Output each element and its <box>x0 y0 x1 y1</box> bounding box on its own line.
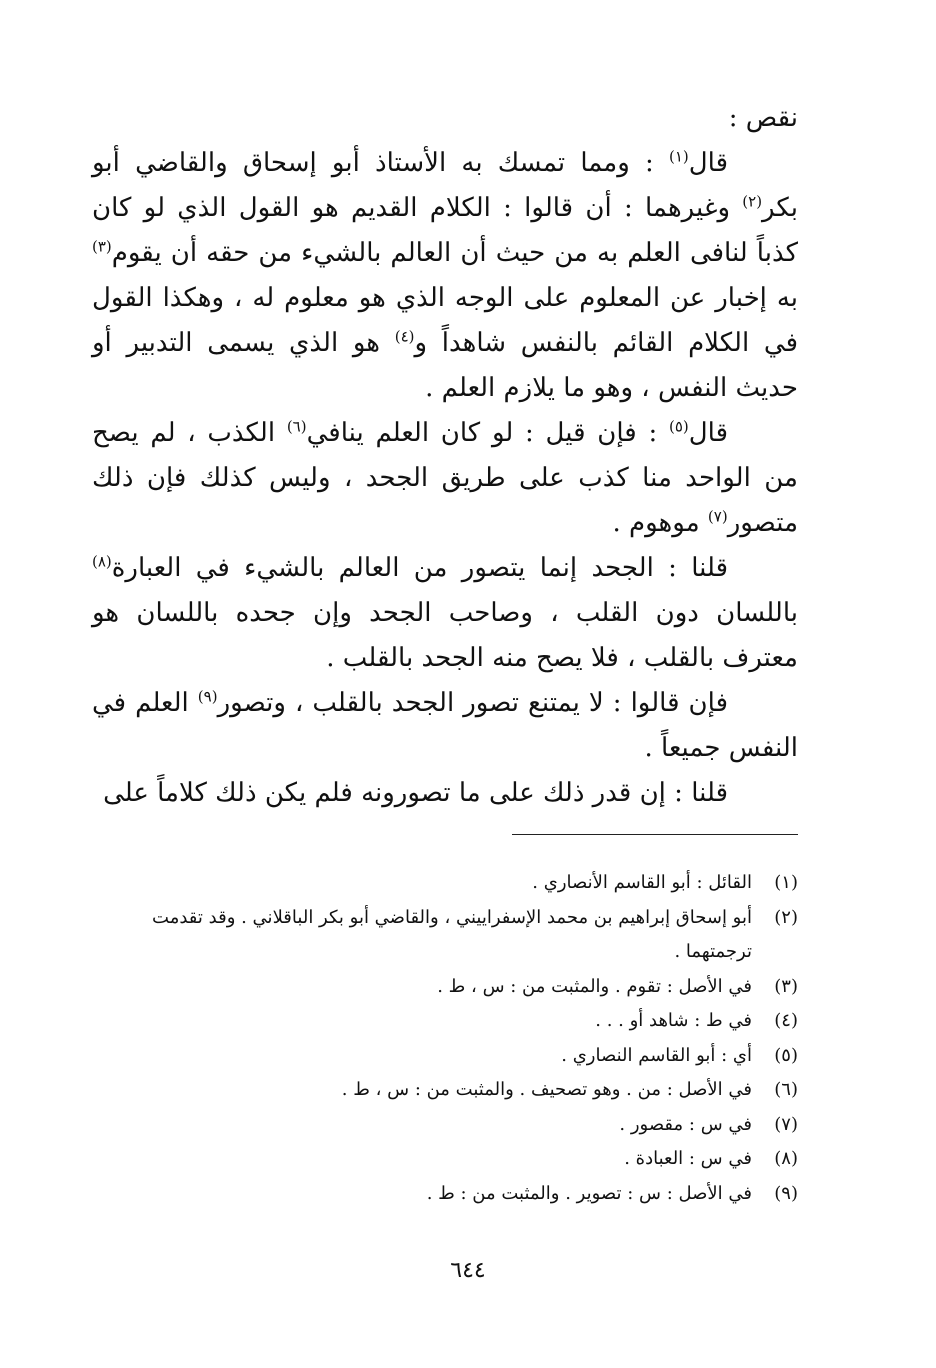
footnote-text: أبو إسحاق إبراهيم بن محمد الإسفراييني ، والقاضي أبو بكر الباقلاني . وقد تقدمت ترجمتهما . <box>152 906 752 962</box>
footnote-text: في س : مقصور . <box>619 1113 752 1135</box>
footnote-text: أي : أبو القاسم النصاري . <box>561 1044 752 1066</box>
footnote-marker: (٣) <box>92 237 112 256</box>
main-text <box>92 96 798 816</box>
footnote-marker: (٦) <box>286 417 307 436</box>
footnote <box>92 1004 798 1039</box>
paragraph: نقص : <box>728 103 798 133</box>
footnote-text: القائل : أبو القاسم الأنصاري . <box>532 872 752 893</box>
footnote-text: في الأصل : تقوم . والمثبت من : س ، ط . <box>437 975 752 997</box>
footnotes <box>92 866 798 1211</box>
footnote-marker: (٥) <box>668 417 689 436</box>
footnote-marker: (٧) <box>707 507 728 526</box>
footnote-separator <box>512 834 798 835</box>
footnote-number: (٣) <box>774 975 798 997</box>
footnote-number: (١) <box>774 872 798 893</box>
footnote-number: (٤) <box>774 1010 798 1031</box>
footnote-text: في الأصل : من . وهو تصحيف . والمثبت من : س ، ط . <box>341 1079 752 1100</box>
paragraph: قلنا : إن قدر ذلك على ما تصورونه فلم يكن ذلك كلاماً على <box>103 778 728 808</box>
footnote-text: في الأصل : س : تصوير . والمثبت من : ط . <box>426 1182 752 1204</box>
footnote-number: (٩) <box>774 1182 798 1204</box>
paragraph: قلنا : الجحد إنما يتصور من العالم بالشيء في العبارة$^{(٨)}$ باللسان دون القلب ، وصاحب الجحد وإن جحده باللسان هو معترف بالقلب ، فلا يصح منه الجحد بالقلب . <box>92 552 798 673</box>
footnote-number: (٢) <box>774 906 798 928</box>
footnote-marker: (٤) <box>394 327 415 346</box>
footnote <box>92 901 798 970</box>
footnote <box>92 1142 798 1177</box>
footnote-text: في س : العبادة . <box>624 1148 752 1169</box>
footnote-marker: (٩) <box>197 687 218 706</box>
footnote <box>92 866 798 901</box>
footnote-number: (٨) <box>774 1148 798 1169</box>
footnote-number: (٥) <box>774 1044 798 1066</box>
paragraph: قال$^{(٥)}$ : فإن قيل : لو كان العلم ينافي$^{(٦)}$ الكذب ، لم يصح من الواحد منا كذب على طريق الجحد ، وليس كذلك فإن ذلك متصور$^{(٧)}$ موهوم . <box>92 417 798 538</box>
footnote <box>92 1177 798 1212</box>
footnote-marker: (١) <box>668 147 689 166</box>
footnote <box>92 1108 798 1143</box>
paragraph: قال$^{(١)}$ : ومما تمسك به الأستاذ أبو إسحاق والقاضي أبو بكر$^{(٢)}$ وغيرهما : أن قالوا : الكلام القديم هو القول الذي لو كان كذباً لنافى العلم به من حيث أن العالم بالشيء من حقه أن يقوم$^{(٣)}$ به إخبار عن المعلوم على الوجه الذي هو معلوم له ، وهكذا القول في الكلام القائم بالنفس شاهداً و$^{(٤)}$ هو الذي يسمى التدبير أو حديث النفس ، وهو ما يلازم العلم . <box>92 147 798 403</box>
page-number: ٦٤٤ <box>450 1258 486 1283</box>
paragraph: فإن قالوا : لا يمتنع تصور الجحد بالقلب ، وتصور$^{(٩)}$ العلم في النفس جميعاً . <box>92 687 798 763</box>
footnote-marker: (٢) <box>742 192 763 211</box>
footnote-text: في ط : شاهد أو . . . <box>595 1010 752 1031</box>
footnote-number: (٧) <box>774 1113 798 1135</box>
footnote <box>92 1039 798 1074</box>
footnote <box>92 970 798 1005</box>
footnote-number: (٦) <box>774 1079 798 1100</box>
footnote-marker: (٨) <box>92 552 112 571</box>
footnote <box>92 1073 798 1108</box>
